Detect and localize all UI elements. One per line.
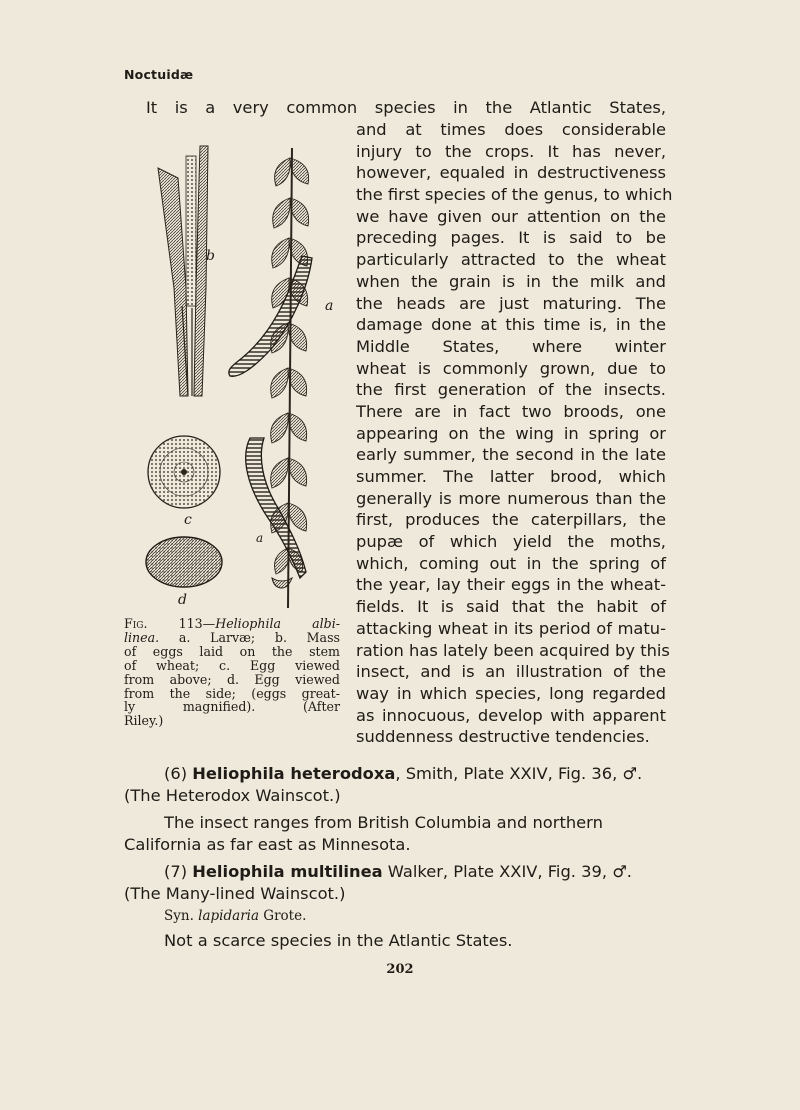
column-line: and at times does considerable xyxy=(356,120,666,139)
caption-line: Fig. 113—Heliophila albi- xyxy=(124,616,340,631)
species-italic: Heliophila albi- xyxy=(215,616,340,631)
entry-heading: (6) Heliophila heterodoxa, Smith, Plate XXIV, Fig. 36, ♂. xyxy=(164,764,643,783)
synonym-line: Syn. lapidaria Grote. xyxy=(164,908,307,924)
column-line: preceding pages. It is said to be xyxy=(356,228,666,248)
column-line: appearing on the wing in spring or xyxy=(356,423,666,443)
caption-line: of eggs laid on the stem xyxy=(124,643,340,659)
caption-line: ly magnified). (After xyxy=(124,699,340,715)
wheat-head-drawing xyxy=(229,148,312,608)
column-line: insect, and is an illustration of the xyxy=(356,662,666,682)
entry-heading: (7) Heliophila multilinea Walker, Plate XXIV, Fig. 39, ♂. xyxy=(164,862,632,881)
column-line: when the grain is in the milk and xyxy=(356,271,666,291)
species-entry-6-text xyxy=(124,812,666,855)
column-line: generally is more numerous than the xyxy=(356,488,666,508)
column-line: way in which species, long regarded xyxy=(356,683,666,703)
figure-label-c: c xyxy=(184,512,192,528)
column-line: first, produces the caterpillars, the xyxy=(356,510,666,530)
page-number: 202 xyxy=(386,962,414,977)
caption-line: from the side; (eggs great- xyxy=(124,685,340,701)
column-line: fields. It is said that the habit of xyxy=(356,597,666,617)
column-line: summer. The latter brood, which xyxy=(356,467,666,486)
caption-line: from above; d. Egg viewed xyxy=(124,671,340,687)
column-line: the first generation of the insects. xyxy=(356,380,666,400)
column-line: which, coming out in the spring of xyxy=(356,553,666,573)
column-line: however, equaled in destructiveness xyxy=(356,163,666,183)
column-line: There are in fact two broods, one xyxy=(356,401,666,421)
figure-caption xyxy=(124,617,340,728)
entry-text-line: The insect ranges from British Columbia and northern xyxy=(164,813,603,832)
species-entry-6 xyxy=(124,763,666,806)
figure-label-b: b xyxy=(206,248,215,264)
column-line: the first species of the genus, to which xyxy=(356,185,673,205)
caption-line: of wheat; c. Egg viewed xyxy=(124,657,340,673)
entry-text-line: California as far east as Minnesota. xyxy=(124,834,411,854)
column-line: Middle States, where winter xyxy=(356,336,666,356)
species-entry-7 xyxy=(124,861,666,904)
caption-line: linea. a. Larvæ; b. Mass xyxy=(124,629,340,645)
column-line: attacking wheat in its period of matu- xyxy=(356,618,666,638)
running-head: Noctuidæ xyxy=(124,67,194,82)
opening-line: It is a very common species in the Atlantic States, xyxy=(146,98,666,117)
column-line: suddenness destructive tendencies. xyxy=(356,727,650,747)
wheat-stem-drawing xyxy=(158,146,208,396)
figure-label-a: a xyxy=(325,298,334,314)
caption-line: Riley.) xyxy=(124,713,164,729)
column-line: wheat is commonly grown, due to xyxy=(356,358,666,378)
egg-top-view-drawing xyxy=(148,436,220,508)
column-line: the heads are just maturing. The xyxy=(356,293,666,313)
column-line: injury to the crops. It has never, xyxy=(356,141,666,161)
figure-label-d: d xyxy=(178,592,187,608)
column-line: the year, lay their eggs in the wheat- xyxy=(356,575,666,595)
figure-number: Fig. 113 xyxy=(124,616,203,631)
column-line: pupæ of which yield the moths, xyxy=(356,532,666,552)
common-name: (The Many-lined Wainscot.) xyxy=(124,883,346,903)
column-line: ration has lately been acquired by this xyxy=(356,640,670,660)
species-name: Heliophila multilinea xyxy=(192,862,383,881)
column-line: we have given our attention on the xyxy=(356,206,666,226)
egg-side-view-drawing xyxy=(146,537,222,587)
figure-label-a-lower: a xyxy=(256,531,264,545)
column-line: damage done at this time is, in the xyxy=(356,315,666,335)
text-column xyxy=(356,119,673,748)
species-name: Heliophila heterodoxa xyxy=(192,764,396,783)
column-line: particularly attracted to the wheat xyxy=(356,250,666,270)
column-line: early summer, the second in the late xyxy=(356,445,666,465)
larva-egg-illustration xyxy=(122,138,348,613)
common-name: (The Heterodox Wainscot.) xyxy=(124,785,341,805)
synonym-name: lapidaria xyxy=(198,908,260,924)
entry-text-line: Not a scarce species in the Atlantic States. xyxy=(164,931,513,950)
species-entry-7-text xyxy=(124,930,666,952)
column-line: as innocuous, develop with apparent xyxy=(356,705,666,725)
